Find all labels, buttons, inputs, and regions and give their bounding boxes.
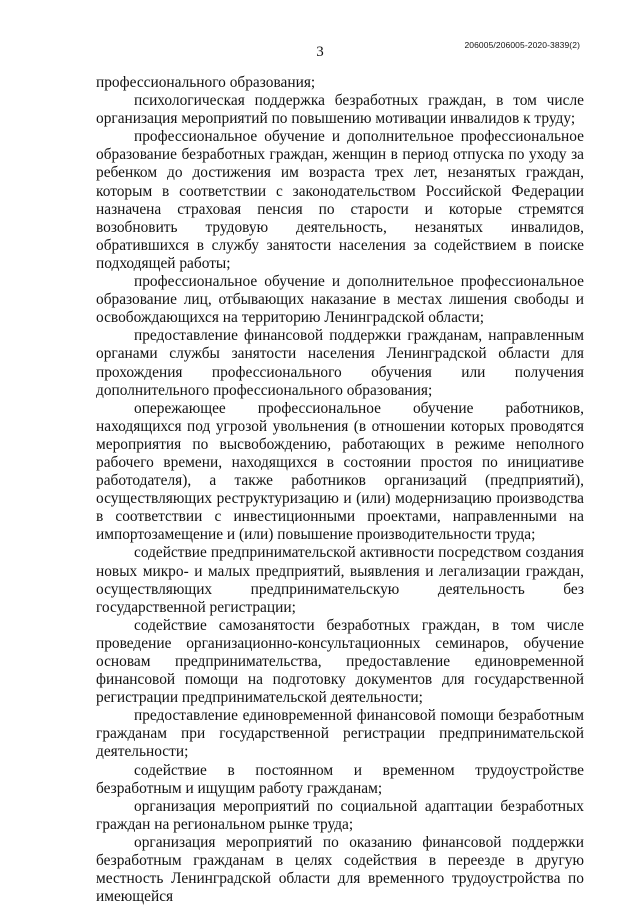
paragraph-employment-assistance: содействие в постоянном и временном трудоустройстве безработным и ищущим работу гражданам; [96,761,584,797]
paragraph-continuation: профессионального образования; [96,74,316,91]
paragraph-self-employment: содействие самозанятости безработных граждан, в том числе проведение организационно-консультационных семинаров, обучение основам предпринимательства, предоставление единовременной финансовой помощи на подготовку документов для государственной регистрации предпринимательской деятельности; [96,616,584,707]
paragraph-psychological-support: психологическая поддержка безработных граждан, в том числе организация мероприятий по повышению мотивации инвалидов к труду; [96,92,584,128]
document-reference: 206005/206005-2020-3839(2) [464,40,580,50]
paragraph-advanced-training: опережающее профессиональное обучение работников, находящихся под угрозой увольнения (в отношении которых проводятся мероприятия по высвобождению, работающих в режиме неполного рабочего времени, находящихся в состоянии простоя по инициативе работодателя), а также работников организаций (предприятий), осуществляющих реструктуризацию и (или) модернизацию производства в соответствии с инвестиционными проектами, направленными на импортозамещение и (или) повышение производительности труда; [96,399,584,544]
paragraph-one-time-assistance: предоставление единовременной финансовой помощи безработным гражданам при государственной регистрации предпринимательской деятельности; [96,707,584,761]
paragraph-social-adaptation: организация мероприятий по социальной адаптации безработных граждан на региональном рынке труда; [96,797,584,833]
paragraph-entrepreneurship: содействие предпринимательской активности посредством создания новых микро- и малых предприятий, выявления и легализации граждан, осуществляющих предпринимательскую деятельность без государственной регистрации; [96,544,584,616]
paragraph-professional-training: профессиональное обучение и дополнительное профессиональное образование безработных граждан, женщин в период отпуска по уходу за ребенком до достижения им возраста трех лет, незанятых граждан, которым в соответствии с законодательством Российской Федерации назначена страховая пенсия по старости и которые стремятся возобновить трудовую деятельность, незанятых инвалидов, обратившихся в службу занятости населения за содействием в поиске подходящей работы; [96,128,584,272]
page-number: 3 [316,44,324,60]
paragraph-training-convicts: профессиональное обучение и дополнительное профессиональное образование лиц, отбывающих наказание в местах лишения свободы и освобождающихся на территорию Ленинградской области; [96,273,584,327]
paragraph-financial-support: предоставление финансовой поддержки гражданам, направленным органами службы занятости населения Ленинградской области для прохождения профессионального обучения или получения дополнительного профессионального образования; [96,327,584,399]
paragraph-relocation-support: организация мероприятий по оказанию финансовой поддержки безработным гражданам в целях содействия в переезде в другую местность Ленинградской области для временного трудоустройства по имеющейся [96,833,584,906]
document-body [96,74,584,906]
